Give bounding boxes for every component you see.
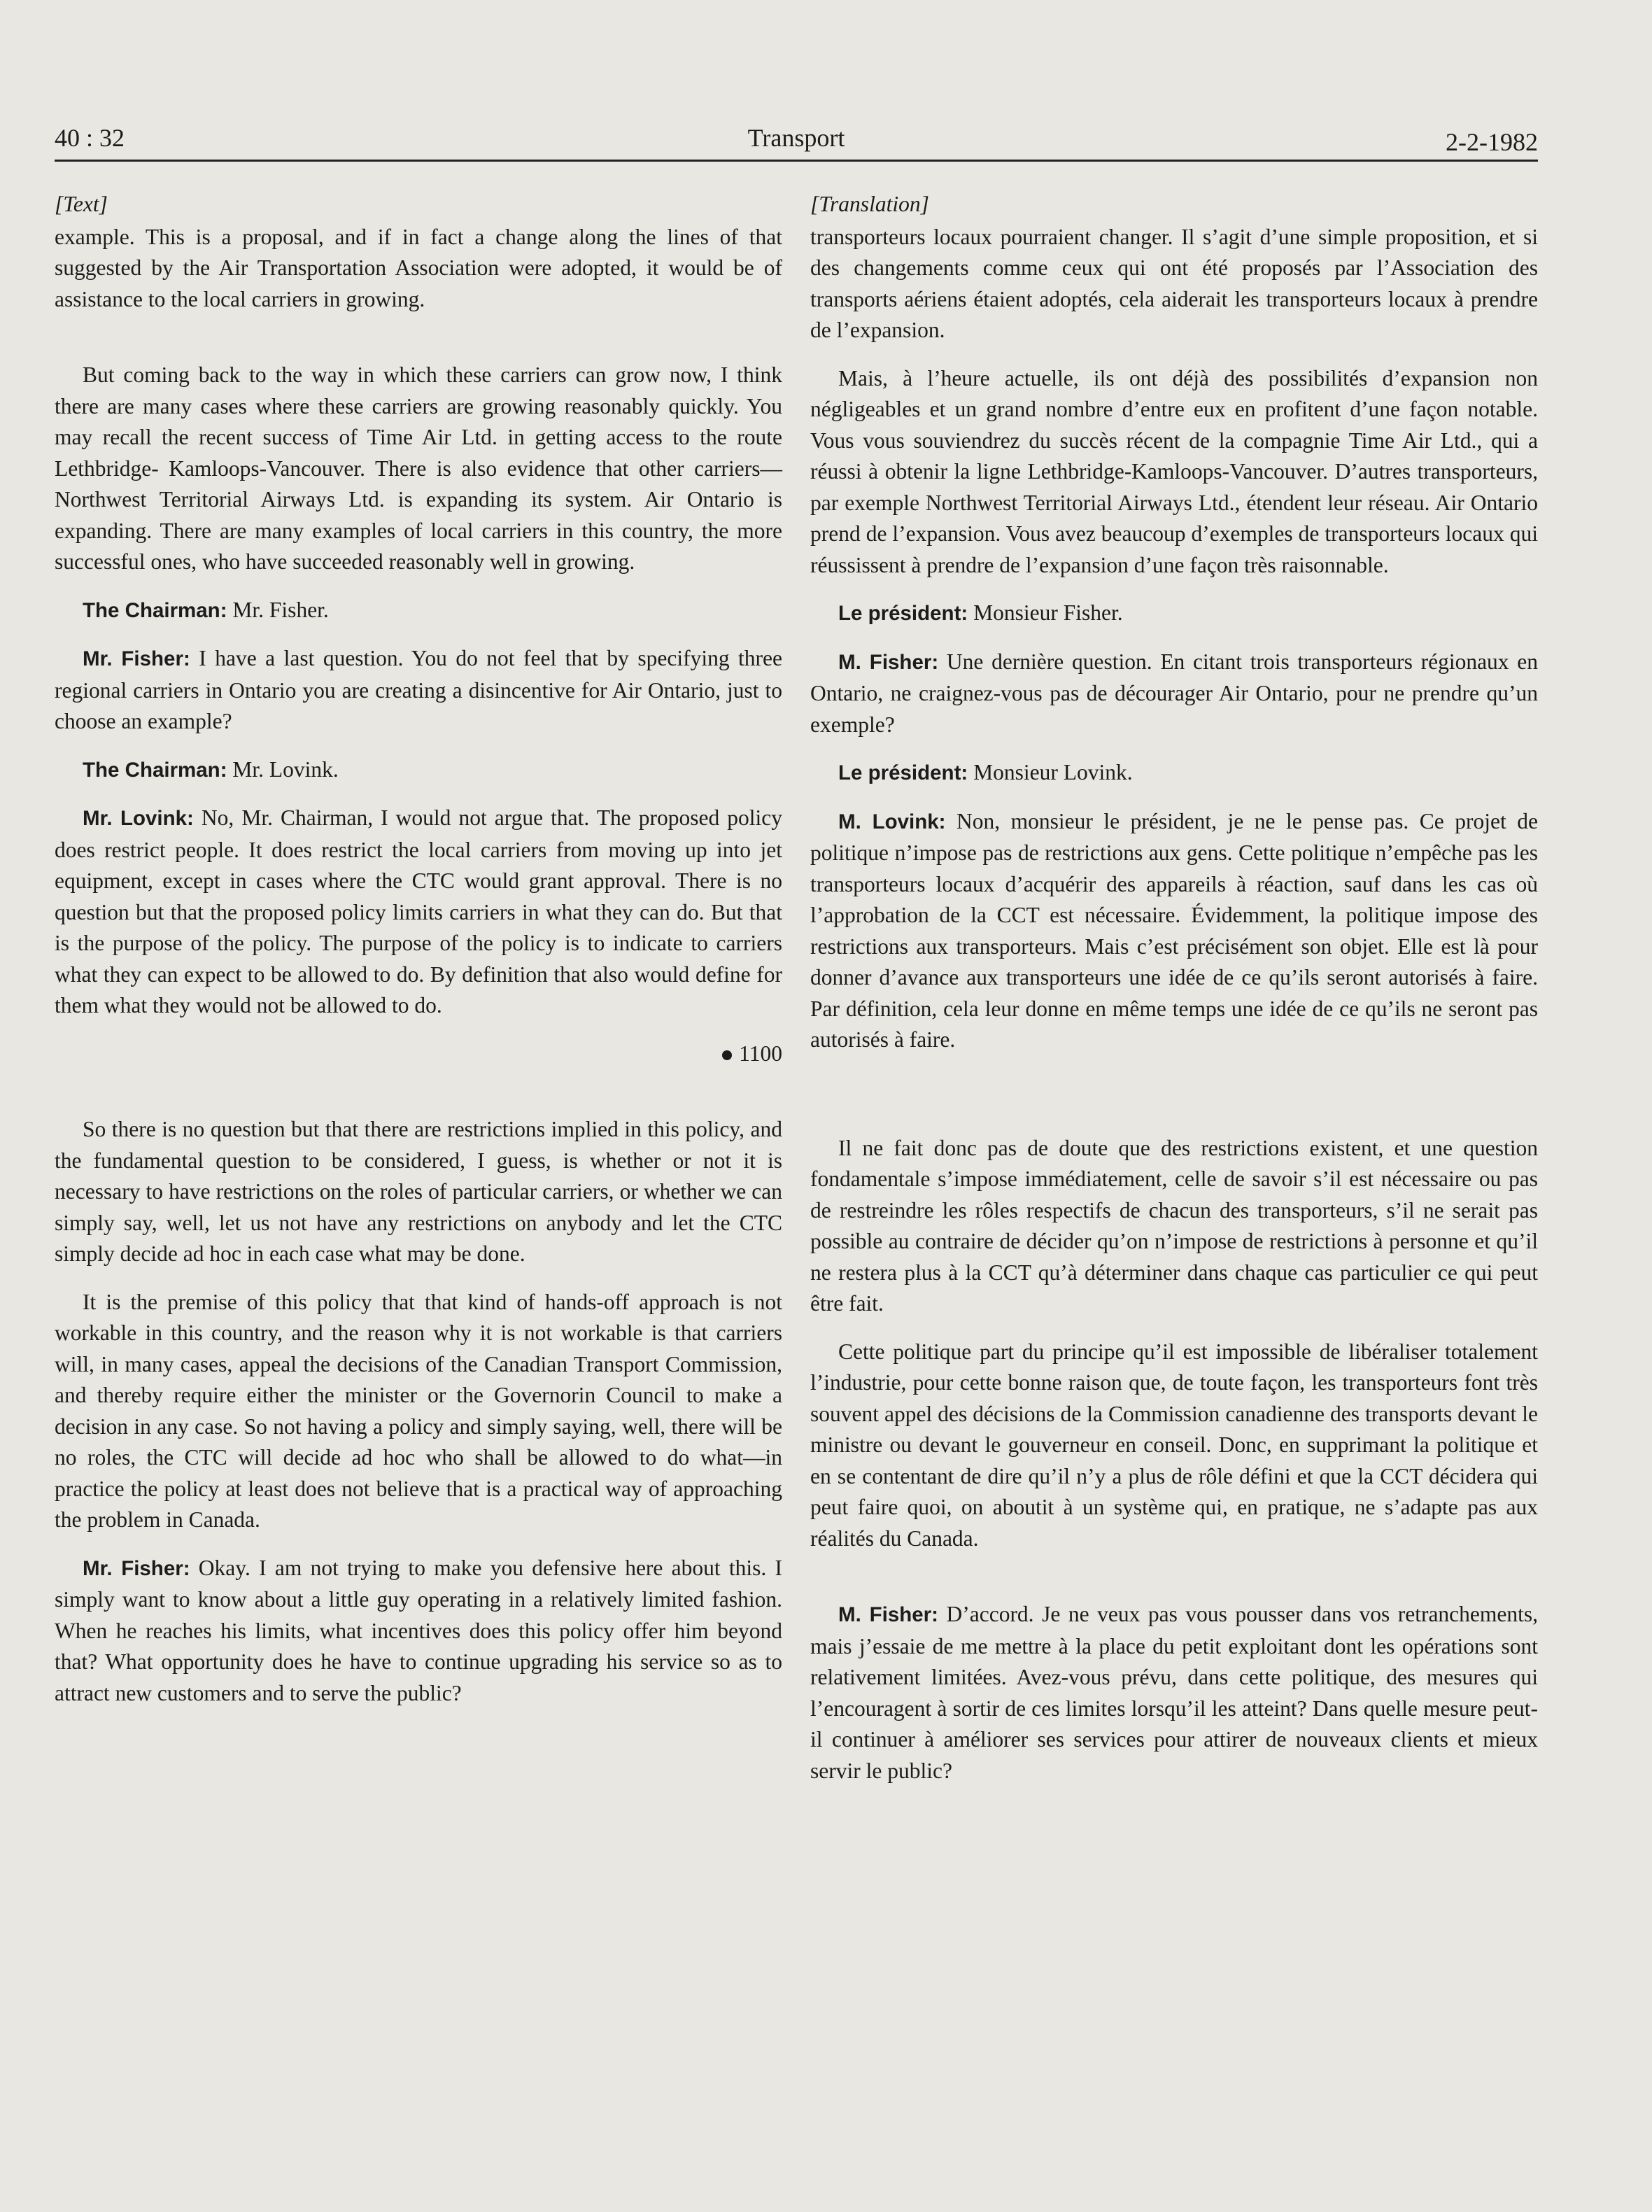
speaker-name: Mr. Fisher: — [83, 1556, 190, 1580]
speaker-name: M. Lovink: — [838, 810, 946, 833]
paragraph: M. Fisher: Une dernière question. En citant trois transporteurs régionaux en Ontario, ne craignez-vous pas de décourager Air Ontario, pour ne prendre qu’un exemple? — [810, 649, 1538, 737]
speaker-name: M. Fisher: — [838, 650, 939, 674]
paragraph: Cette politique part du principe qu’il est impossible de libéraliser totalement l’industrie, pour cette bonne raison que, de toute façon, les transporteurs font très souvent appel des décisions de la Commission canadienne des transports devant le ministre ou devant le gouverneur en conseil. Donc, en supprimant la politique et en se contentant de dire qu’il n’y a plus de rôle défini et que la CCT décidera qui peut faire quoi, on aboutit à un système qui, en pratique, ne s’adapte pas aux réalités du Canada. — [810, 1339, 1538, 1551]
speaker-name: Mr. Lovink: — [83, 807, 194, 830]
paragraph: Il ne fait donc pas de doute que des restrictions existent, et une question fondamentale s’impose immédiatement, celle de savoir s’il est nécessaire ou pas de restreindre les rôles respectifs de chacun des transporteurs, s’il ne serait pas possible au contraire de décider qu’on n’impose de restrictions à personne et qu’il ne restera plus à la CCT qu’à déterminer dans chaque cas particulier ce qui peut être fait. — [810, 1135, 1538, 1316]
speaker-name: Le président: — [838, 761, 968, 784]
french-column — [810, 189, 1538, 1803]
running-header — [55, 118, 1538, 162]
paragraph: Mr. Fisher: Okay. I am not trying to make you defensive here about this. I simply want to know about a little guy operating in a relatively limited fashion. When he reaches his limits, what incentives does this policy offer him beyond that? What opportunity does he have to continue upgrading his service so as to attract new customers and to serve the public? — [55, 1555, 783, 1705]
paragraph: The Chairman: Mr. Fisher. — [83, 597, 329, 622]
paragraph: Mr. Lovink: No, Mr. Chairman, I would not argue that. The proposed policy does restrict people. It does restrict the local carriers from moving up into jet equipment, except in cases where the CTC would grant approval. There is no question but that the proposed policy limits carriers in what they can do. But that is the purpose of the policy. The purpose of the policy is to indicate to carriers what they can expect to be allowed to do. By definition that also would define for them what they would not be allowed to do. — [55, 805, 783, 1017]
paragraph: It is the premise of this policy that that kind of hands-off approach is not workable in this country, and the reason why it is not workable is that carriers will, in many cases, appeal the decisions of the Canadian Transport Commission, and thereby require either the minister or the Governorin Council to make a decision in any case. So not having a policy and simply saying, well, there will be no roles, the CTC will decide ad hoc who shall be allowed to do what—in practice the policy at least does not believe that is a practical way of approaching the problem in Canada. — [55, 1289, 782, 1532]
time-marker: 1100 — [55, 1038, 782, 1070]
paragraph: Mr. Fisher: I have a last question. You do not feel that by specifying three regional carriers in Ontario you are creating a disincentive for Air Ontario, just to choose an example? — [55, 646, 783, 733]
speaker-name: The Chairman: — [83, 758, 227, 782]
paragraph: example. This is a proposal, and if in fact a change along the lines of that suggested by the Air Transportation Association were adopted, it would be of assistance to the local carriers in growing. — [55, 224, 782, 311]
paragraph: But coming back to the way in which these carriers can grow now, I think there are many cases where these carriers are growing reasonably quickly. You may recall the recent success of Time Air Ltd. in getting access to the route Lethbridge- Kamloops-Vancouver. There is also evidence that other carriers—Northwest Territorial Airways Ltd. is expanding its system. Air Ontario is expanding. There are many examples of local carriers in this country, the more successful ones, who have succeeded reasonably well in growing. — [55, 362, 782, 574]
paragraph: Mais, à l’heure actuelle, ils ont déjà des possibilités d’expansion non négligeables et un grand nombre d’entre eux en profitent d’une façon notable. Vous vous souviendrez du succès récent de la compagnie Time Air Ltd., qui a réussi à obtenir la ligne Lethbridge-Kamloops-Vancouver. D’autres transporteurs, par exemple Northwest Territorial Airways Ltd., étendent leur réseau. Air Ontario prend de l’expansion. Vous avez beaucoup d’exemples de transporteurs locaux qui réussissent à prendre de l’expansion d’une façon très raisonnable. — [810, 365, 1538, 577]
column-label: [Translation] — [810, 192, 929, 216]
speaker-name: The Chairman: — [83, 598, 227, 622]
header-title: Transport — [747, 124, 845, 152]
speaker-name: M. Fisher: — [838, 1603, 938, 1626]
paragraph: Le président: Monsieur Lovink. — [838, 760, 1133, 784]
paragraph: transporteurs locaux pourraient changer. Il s’agit d’une simple proposition, et si des changements comme ceux qui ont été proposés par l’Association des transports aériens étaient adoptés, cela aiderait les transporteurs locaux à prendre de l’expansion. — [810, 224, 1538, 342]
speaker-name: Le président: — [838, 602, 968, 625]
paragraph: M. Lovink: Non, monsieur le président, je ne le pense pas. Ce projet de politique n’impose pas de restrictions aux gens. Cette politique n’empêche pas les transporteurs locaux d’acquérir des appareils à réaction, sauf dans les cas où l’approbation de la CCT est nécessaire. Évidemment, la politique impose des restrictions aux transporteurs. Mais c’est précisément son objet. Elle est là pour donner d’avance aux transporteurs une idée de ce qu’ils seront autorisés à faire. Par définition, cela leur donne en même temps une idée de ce qu’ils ne seront pas autorisés à faire. — [810, 808, 1539, 1052]
paragraph: Le président: Monsieur Fisher. — [838, 600, 1123, 625]
paragraph: So there is no question but that there are restrictions implied in this policy, and the fundamental question to be considered, I guess, is whether or not it is necessary to have restrictions on the roles of particular carriers, or whether we can simply say, well, let us not have any restrictions on anybody and let the CTC simply decide ad hoc in each case what may be done. — [55, 1117, 782, 1266]
paragraph: The Chairman: Mr. Lovink. — [83, 756, 339, 782]
bullet-icon — [722, 1050, 732, 1060]
english-column — [55, 189, 782, 1726]
header-date: 2-2-1982 — [1446, 128, 1538, 156]
column-label: [Text] — [55, 192, 108, 216]
page-number: 40 : 32 — [55, 124, 125, 152]
paragraph: M. Fisher: D’accord. Je ne veux pas vous pousser dans vos retranchements, mais j’essaie de me mettre à la place du petit exploitant dont les opérations sont relativement limitées. Avez-vous prévu, dans cette politique, des mesures qui l’encouragent à sortir de ces limites lorsqu’il les atteint? Dans quelle mesure peut-il continuer à améliorer ses services pour attirer de nouveaux clients et mieux servir le public? — [810, 1602, 1539, 1783]
speaker-name: Mr. Fisher: — [83, 647, 190, 670]
